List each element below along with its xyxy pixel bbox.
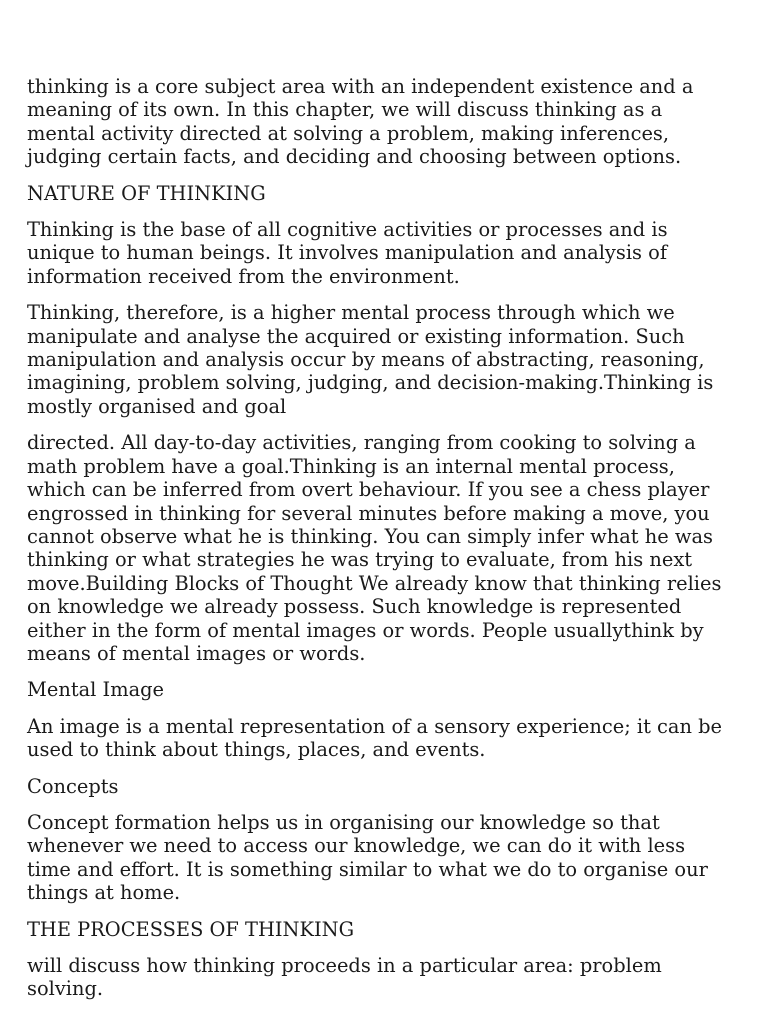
heading-concepts: Concepts	[27, 774, 119, 798]
heading-processes-of-thinking: THE PROCESSES OF THINKING	[27, 917, 355, 941]
paragraph-goal-directed: directed. All day-to-day activities, ranging from cooking to solving a math problem have a goal.Thinking is an internal mental process, which can be inferred from overt behaviour. If you see a chess player engrossed in thinking for several minutes before making a move, you cannot observe what he is thinking. You can simply infer what he was thinking or what strategies he was trying to evaluate, from his next move.Building Blocks of Thought We already know that thinking relies on knowledge we already possess. Such knowledge is represented either in the form of mental images or words. People usuallythink by means of mental images or words.	[27, 431, 722, 665]
paragraph-concept-formation: Concept formation helps us in organising our knowledge so that whenever we need to access our knowledge, we can do it with less time and effort. It is something similar to what we do to organise our things at home.	[27, 810, 708, 905]
heading-mental-image: Mental Image	[27, 678, 165, 702]
document-body	[27, 75, 727, 1014]
paragraph-problem-solving: will discuss how thinking proceeds in a particular area: problem solving.	[27, 954, 662, 1001]
heading-nature-of-thinking: NATURE OF THINKING	[27, 181, 266, 205]
paragraph-thinking-base: Thinking is the base of all cognitive activities or processes and is unique to human beings. It involves manipulation and analysis of information received from the environment.	[27, 218, 668, 288]
paragraph-intro: thinking is a core subject area with an independent existence and a meaning of its own. In this chapter, we will discuss thinking as a mental activity directed at solving a problem, making inferences, judging certain facts, and deciding and choosing between options.	[27, 75, 694, 169]
paragraph-image-definition: An image is a mental representation of a sensory experience; it can be used to think about things, places, and events.	[27, 714, 723, 762]
paragraph-higher-mental-process: Thinking, therefore, is a higher mental process through which we manipulate and analyse the acquired or existing information. Such manipulation and analysis occur by means of abstracting, reasoning, imagining, problem solving, judging, and decision-making.Thinking is mostly organised and goal	[27, 301, 714, 418]
